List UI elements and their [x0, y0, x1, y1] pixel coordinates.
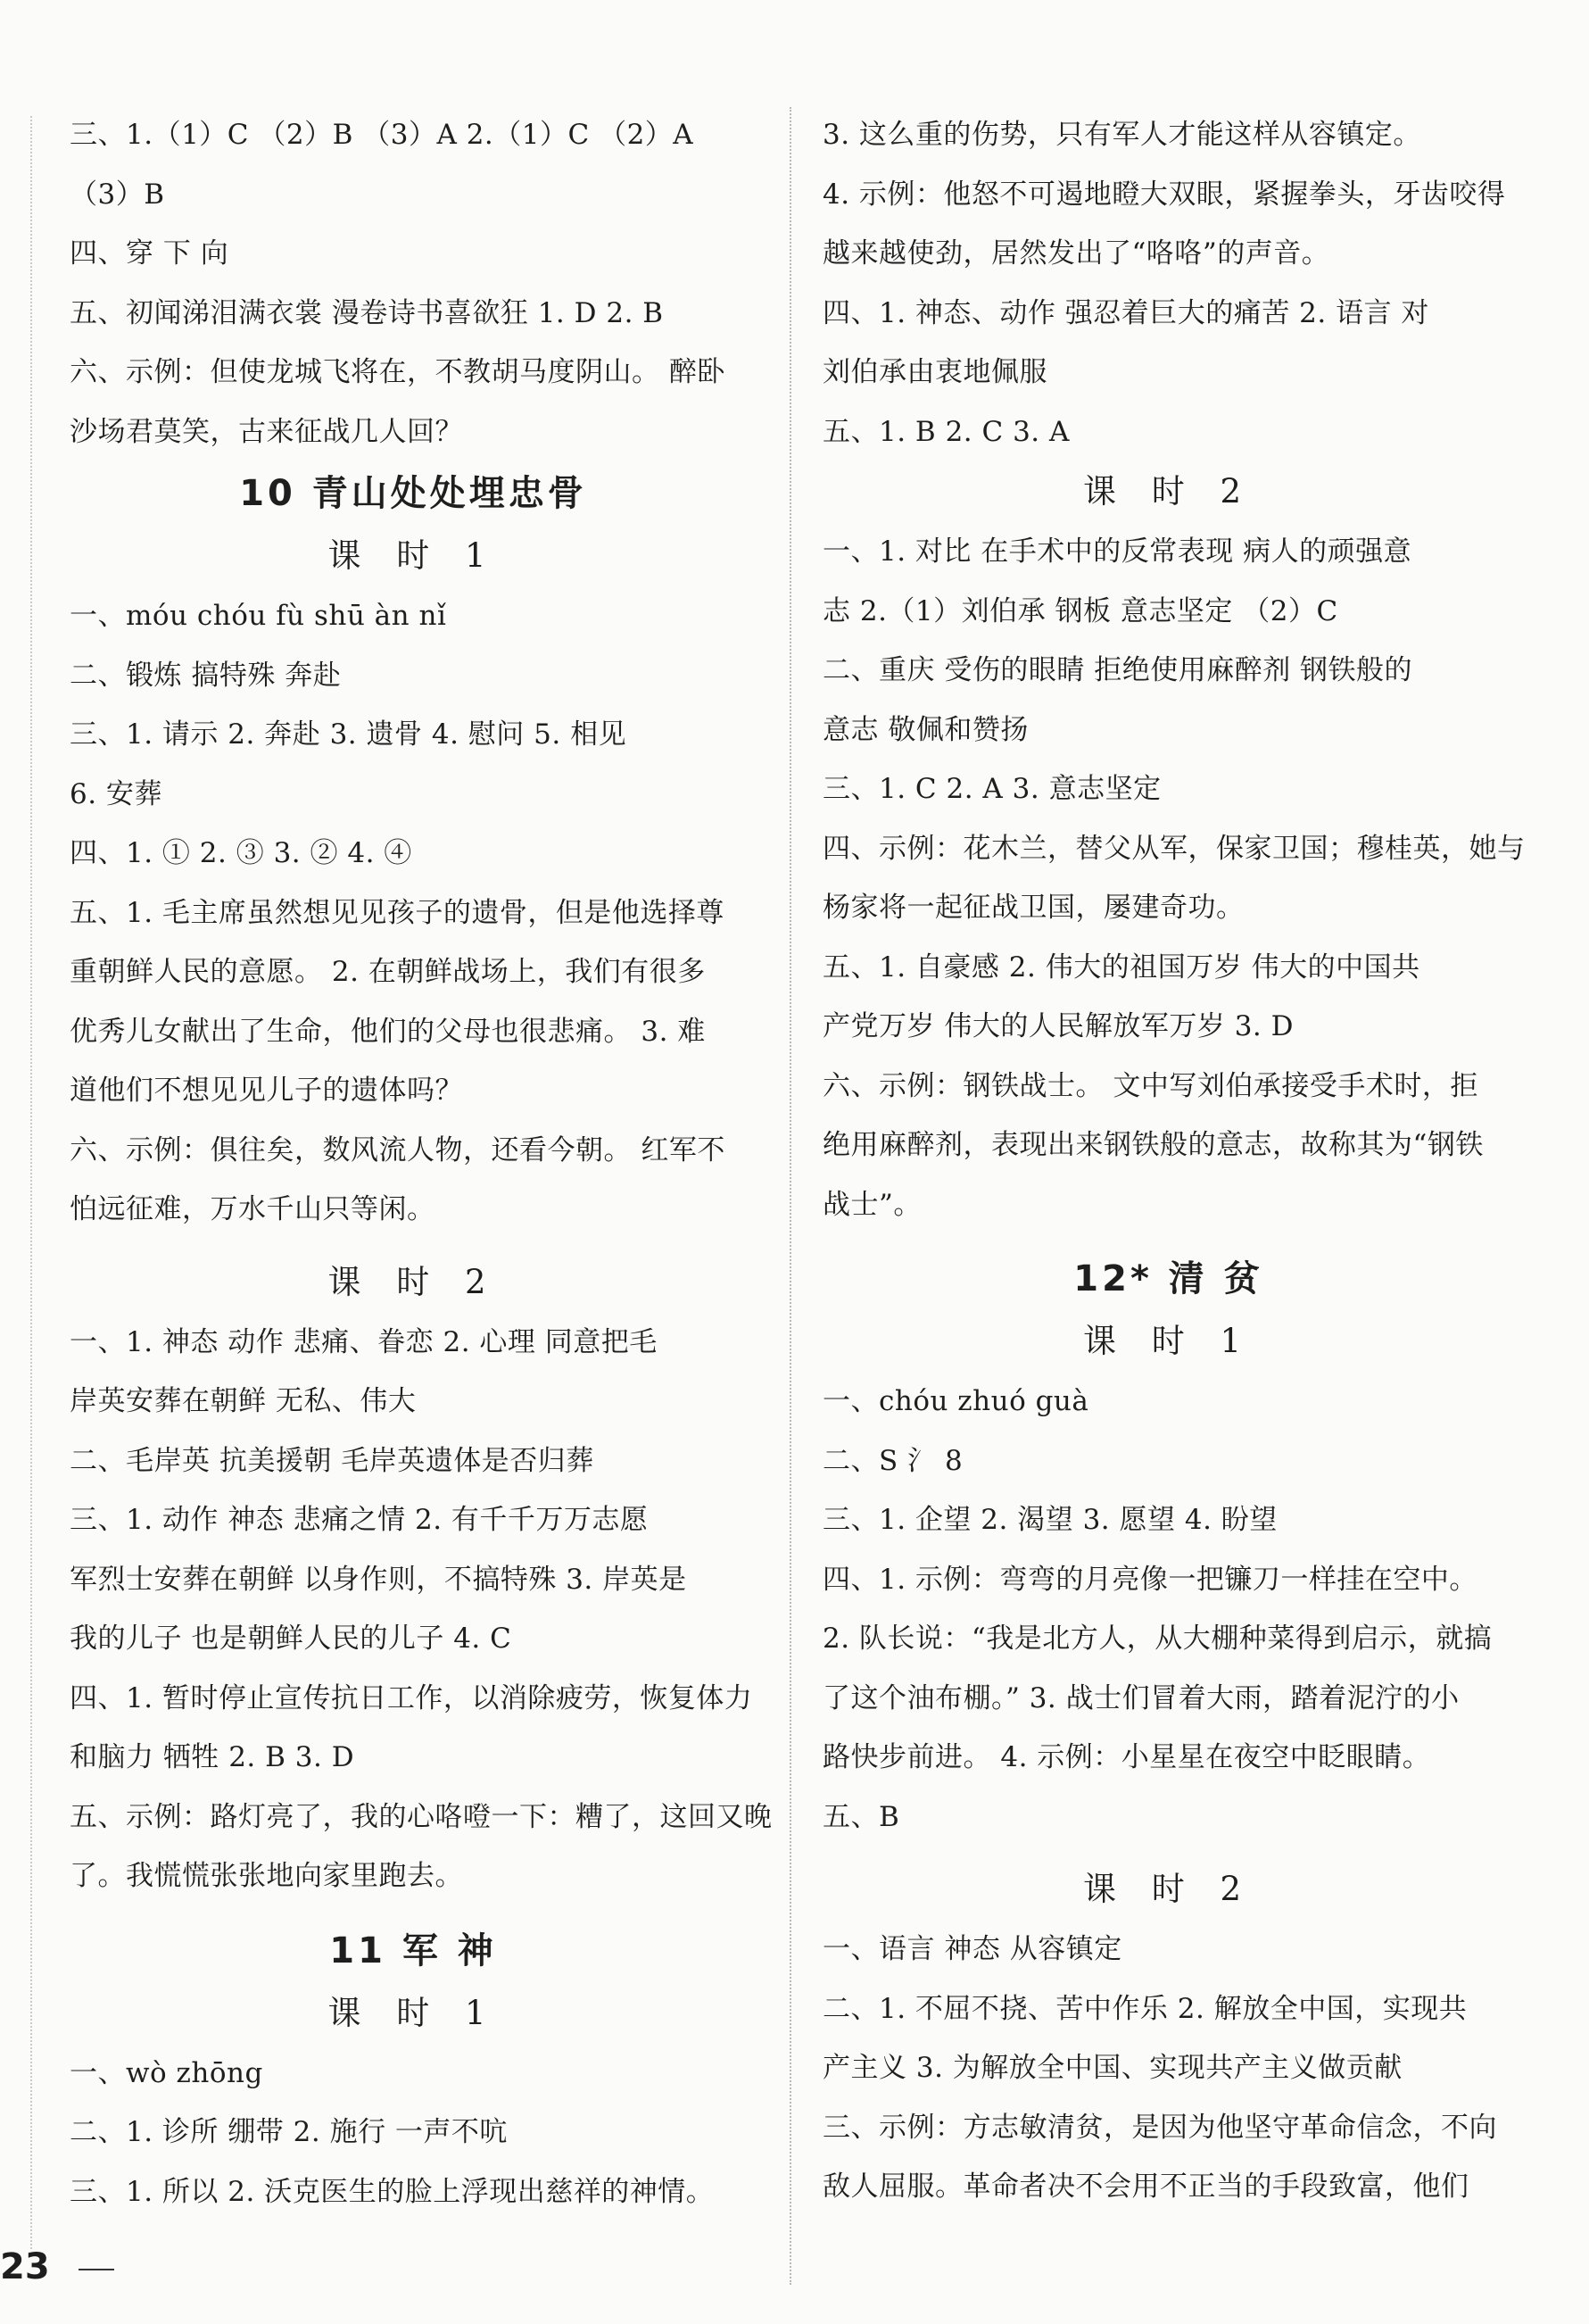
lesson-period-heading: 课 时 1: [327, 536, 499, 575]
answer-line: 2. 队长说：“我是北方人，从大棚种菜得到启示，就搞: [823, 1623, 1493, 1655]
answer-line: 了。我慌慌张张地向家里跑去。: [70, 1860, 463, 1892]
answer-line: 军烈士安葬在朝鲜 以身作则，不搞特殊 3. 岸英是: [70, 1563, 687, 1596]
column-divider: [790, 107, 791, 2285]
answer-line: 一、1. 对比 在手术中的反常表现 病人的顽强意: [823, 535, 1412, 568]
answer-line: 五、示例：路灯亮了，我的心咯噔一下：糟了，这回又晚: [70, 1800, 773, 1833]
lesson-title: 11 军 神: [329, 1930, 497, 1971]
answer-line: 3. 这么重的伤势，只有军人才能这样从容镇定。: [823, 119, 1421, 151]
answer-line: 二、重庆 受伤的眼睛 拒绝使用麻醉剂 钢铁般的: [823, 654, 1413, 686]
right-column: [823, 105, 1526, 2217]
answer-line: 四、示例：花木兰，替父从军，保家卫国；穆桂英，她与: [823, 832, 1526, 865]
answer-line: 六、示例：俱往矣，数风流人物，还看今朝。 红军不: [70, 1133, 725, 1166]
answer-line: 二、1. 不屈不挠、苦中作乐 2. 解放全中国，实现共: [823, 1992, 1468, 2025]
answer-line: 一、1. 神态 动作 悲痛、眷恋 2. 心理 同意把毛: [70, 1325, 658, 1358]
answer-line: 6. 安葬: [70, 777, 162, 810]
answer-line: 道他们不想见见儿子的遗体吗？: [70, 1075, 463, 1107]
answer-line: 志 2.（1）刘伯承 钢板 意志坚定 （2）C: [823, 594, 1338, 627]
answer-line: 二、S 氵 8: [823, 1444, 964, 1477]
answer-line: （3）B: [70, 178, 165, 211]
left-column: [70, 105, 773, 2221]
answer-line: 六、示例：但使龙城飞将在，不教胡马度阴山。 醉卧: [70, 356, 725, 388]
answer-line: 二、锻炼 搞特殊 奔赴: [70, 659, 342, 692]
answer-line: 四、穿 下 向: [70, 237, 229, 270]
answer-line: 四、1. 示例：弯弯的月亮像一把镰刀一样挂在空中。: [823, 1563, 1477, 1596]
left-margin-rule: [30, 116, 32, 2249]
answer-line: 一、语言 神态 从容镇定: [823, 1933, 1122, 1965]
lesson-period-heading: 课 时 1: [1082, 1322, 1254, 1360]
answer-line: 五、1. 自豪感 2. 伟大的祖国万岁 伟大的中国共: [823, 950, 1420, 984]
answer-line: 五、1. 毛主席虽然想见见孩子的遗骨，但是他选择尊: [70, 896, 724, 929]
answer-line: 三、1. 动作 神态 悲痛之情 2. 有千千万万志愿: [70, 1504, 649, 1536]
lesson-period-heading: 课 时 2: [1082, 472, 1254, 510]
answer-line: 五、初闻涕泪满衣裳 漫卷诗书喜欲狂 1. D 2. B: [70, 296, 664, 329]
answer-line: 怕远征难，万水千山只等闲。: [70, 1193, 435, 1225]
answer-line: 路快步前进。 4. 示例：小星星在夜空中眨眼睛。: [823, 1741, 1431, 1773]
answer-line: 五、B: [823, 1800, 900, 1833]
answer-line: 产主义 3. 为解放全中国、实现共产主义做贡献: [823, 2052, 1403, 2084]
answer-line: 六、示例：钢铁战士。 文中写刘伯承接受手术时，拒: [823, 1069, 1478, 1102]
answer-line: 三、1. C 2. A 3. 意志坚定: [823, 773, 1162, 805]
answer-line: 优秀儿女献出了生命，他们的父母也很悲痛。 3. 难: [70, 1015, 706, 1048]
answer-line: 越来越使劲，居然发出了“咯咯”的声音。: [823, 237, 1330, 270]
answer-line: 三、1.（1）C （2）B （3）A 2.（1）C （2）A: [70, 119, 694, 151]
answer-line: 战士”。: [823, 1188, 922, 1221]
page-number-dash: [79, 2269, 114, 2270]
answer-line: 三、1. 所以 2. 沃克医生的脸上浮现出慈祥的神情。: [70, 2175, 715, 2208]
answer-line: 三、1. 企望 2. 渴望 3. 愿望 4. 盼望: [823, 1504, 1278, 1536]
answer-line: 三、1. 请示 2. 奔赴 3. 遗骨 4. 慰问 5. 相见: [70, 718, 627, 751]
answer-line: 我的儿子 也是朝鲜人民的儿子 4. C: [70, 1623, 512, 1655]
answer-line: 4. 示例：他怒不可遏地瞪大双眼，紧握拳头，牙齿咬得: [823, 178, 1506, 211]
answer-line: 岸英安葬在朝鲜 无私、伟大: [70, 1385, 417, 1417]
lesson-title: 12* 清 贫: [1073, 1258, 1263, 1299]
answer-line: 四、1. 暂时停止宣传抗日工作，以消除疲劳，恢复体力: [70, 1681, 753, 1714]
answer-line: 刘伯承由衷地佩服: [823, 356, 1047, 388]
answer-line: 沙场君莫笑，古来征战几人回？: [70, 415, 463, 448]
lesson-period-heading: 课 时 1: [327, 1993, 499, 2032]
answer-line: 四、1. ① 2. ③ 3. ② 4. ④: [70, 837, 412, 869]
answer-line: 产党万岁 伟大的人民解放军万岁 3. D: [823, 1010, 1294, 1042]
answer-line: 重朝鲜人民的意愿。 2. 在朝鲜战场上，我们有很多: [70, 956, 706, 988]
answer-line: 敌人屈服。革命者决不会用不正当的手段致富，他们: [823, 2170, 1469, 2203]
answer-line: 绝用麻醉剂，表现出来钢铁般的意志，故称其为“钢铁: [823, 1129, 1484, 1161]
answer-line: 一、móu chóu fù shū àn nǐ: [70, 600, 447, 632]
answer-line: 杨家将一起征战卫国，屡建奇功。: [823, 892, 1245, 924]
answer-line: 三、示例：方志敏清贫，是因为他坚守革命信念，不向: [823, 2111, 1497, 2144]
answer-line: 一、wò zhōng: [70, 2056, 263, 2089]
lesson-title: 10 青山处处埋忠骨: [239, 473, 587, 514]
answer-line: 意志 敬佩和赞扬: [823, 713, 1029, 746]
answer-line: 了这个油布棚。” 3. 战士们冒着大雨，踏着泥泞的小: [823, 1681, 1460, 1714]
page-number: 23: [0, 2246, 50, 2287]
lesson-period-heading: 课 时 2: [1082, 1870, 1254, 1908]
answer-line: 二、1. 诊所 绷带 2. 施行 一声不吭: [70, 2116, 508, 2148]
answer-line: 五、1. B 2. C 3. A: [823, 415, 1070, 448]
answer-line: 一、chóu zhuó guà: [823, 1385, 1089, 1417]
lesson-period-heading: 课 时 2: [327, 1262, 499, 1301]
answer-line: 二、毛岸英 抗美援朝 毛岸英遗体是否归葬: [70, 1444, 594, 1477]
answer-line: 和脑力 牺牲 2. B 3. D: [70, 1741, 355, 1773]
answer-line: 四、1. 神态、动作 强忍着巨大的痛苦 2. 语言 对: [823, 296, 1429, 329]
